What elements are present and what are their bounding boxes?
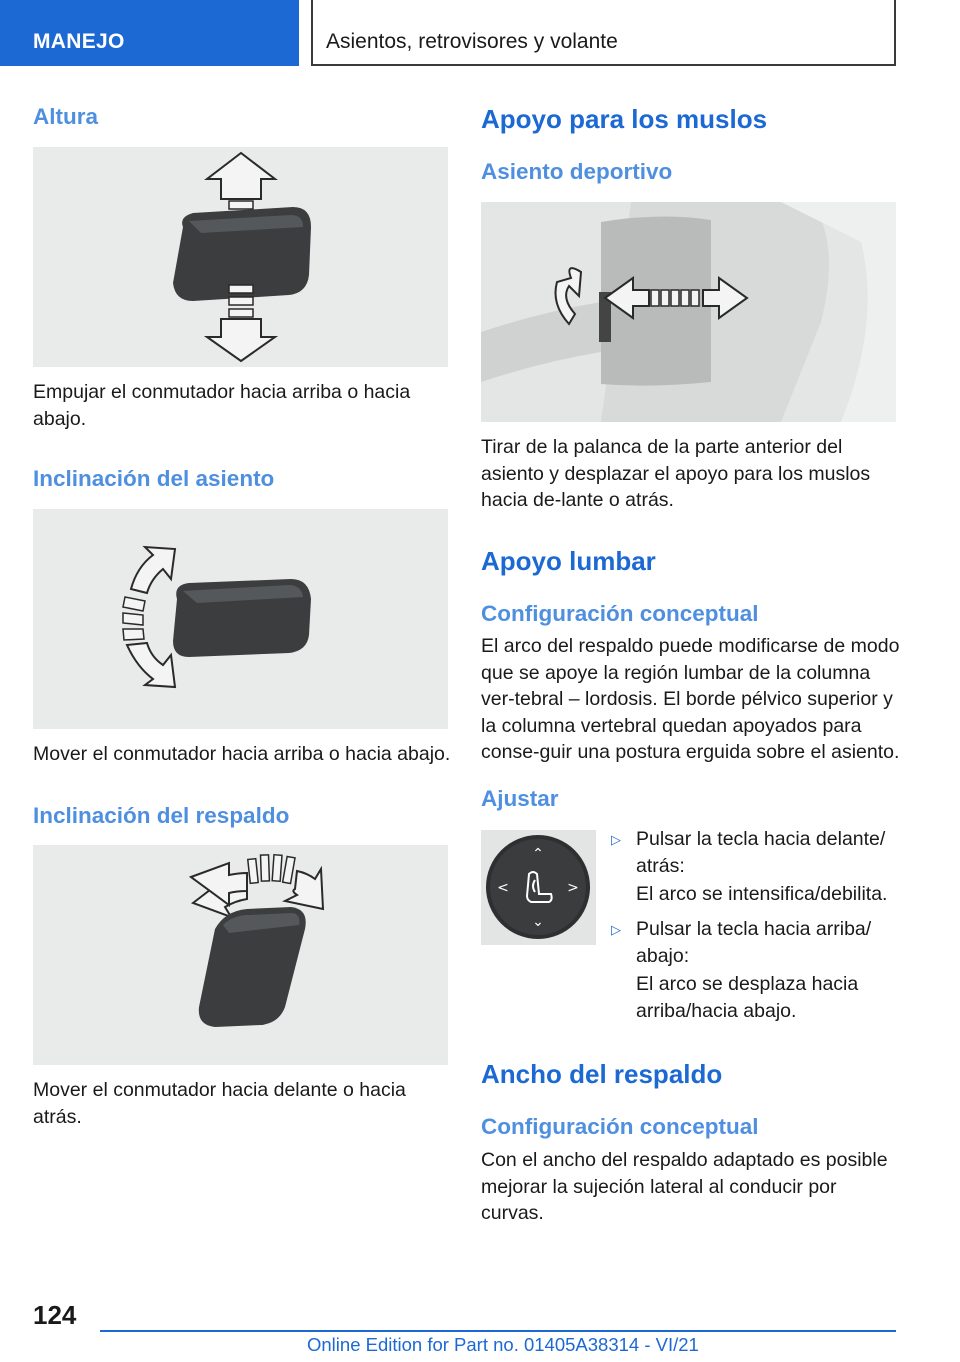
bullet-result-2: El arco se desplaza hacia arriba/hacia abajo. — [636, 973, 859, 1022]
figure-height-switch — [33, 147, 448, 367]
heading-apoyo-lumbar: Apoyo lumbar — [481, 546, 656, 576]
bullet-label-2: Pulsar la tecla hacia arriba/ abajo: — [636, 918, 872, 967]
heading-inclinacion-asiento: Inclinación del asiento — [33, 466, 275, 491]
bullet-result-1: El arco se intensifica/debilita. — [636, 883, 888, 905]
heading-altura: Altura — [33, 104, 99, 129]
heading-ancho-respaldo: Ancho del respaldo — [481, 1059, 723, 1089]
heading-asiento-deportivo: Asiento deportivo — [481, 159, 673, 184]
header-title: Asientos, retrovisores y volante — [326, 30, 618, 53]
figure-thigh-support — [481, 202, 896, 422]
footer-rule — [100, 1330, 896, 1332]
figure-lumbar-control — [481, 830, 596, 945]
svg-text:⌄: ⌄ — [532, 914, 544, 930]
text-configuracion-lumbar: El arco del respaldo puede modificarse de modo que se apoye la región lumbar de la columna ver-tebral – lordosis. El borde pélvico superior y la columna vertebral quedan apoyados para conse-guir una postura erguida sobre el asiento. — [481, 635, 900, 763]
heading-apoyo-muslos: Apoyo para los muslos — [481, 104, 768, 134]
header-section-label: MANEJO — [33, 30, 125, 53]
header-section-tab — [0, 0, 299, 66]
heading-inclinacion-respaldo: Inclinación del respaldo — [33, 803, 290, 828]
heading-configuracion-lumbar: Configuración conceptual — [481, 601, 759, 626]
svg-text:⌃: ⌃ — [532, 846, 544, 862]
text-inclinacion-respaldo: Mover el conmutador hacia delante o hacia atrás. — [33, 1079, 406, 1128]
heading-ajustar: Ajustar — [481, 786, 559, 811]
heading-configuracion-ancho: Configuración conceptual — [481, 1114, 759, 1139]
page-number: 124 — [33, 1300, 77, 1330]
bullet-label-1: Pulsar la tecla hacia delante/ atrás: — [636, 828, 886, 877]
text-apoyo-muslos: Tirar de la palanca de la parte anterior del asiento y desplazar el apoyo para los muslos hacia de-lante o atrás. — [481, 436, 871, 511]
figure-seat-tilt-switch — [33, 509, 448, 729]
figure-backrest-tilt-switch — [33, 845, 448, 1065]
svg-text:<: < — [497, 880, 509, 896]
text-altura: Empujar el conmutador hacia arriba o hacia abajo. — [33, 381, 411, 430]
text-inclinacion-asiento: Mover el conmutador hacia arriba o hacia abajo. — [33, 743, 451, 765]
svg-text:>: > — [567, 880, 579, 896]
triangle-right-icon: ▷ — [611, 922, 621, 937]
triangle-right-icon: ▷ — [611, 832, 621, 847]
footer-edition: Online Edition for Part no. 01405A38314 - VI/21 — [307, 1334, 699, 1355]
text-configuracion-ancho: Con el ancho del respaldo adaptado es posible mejorar la sujeción lateral al conducir por curvas. — [481, 1149, 888, 1224]
header-title-box — [311, 0, 896, 66]
